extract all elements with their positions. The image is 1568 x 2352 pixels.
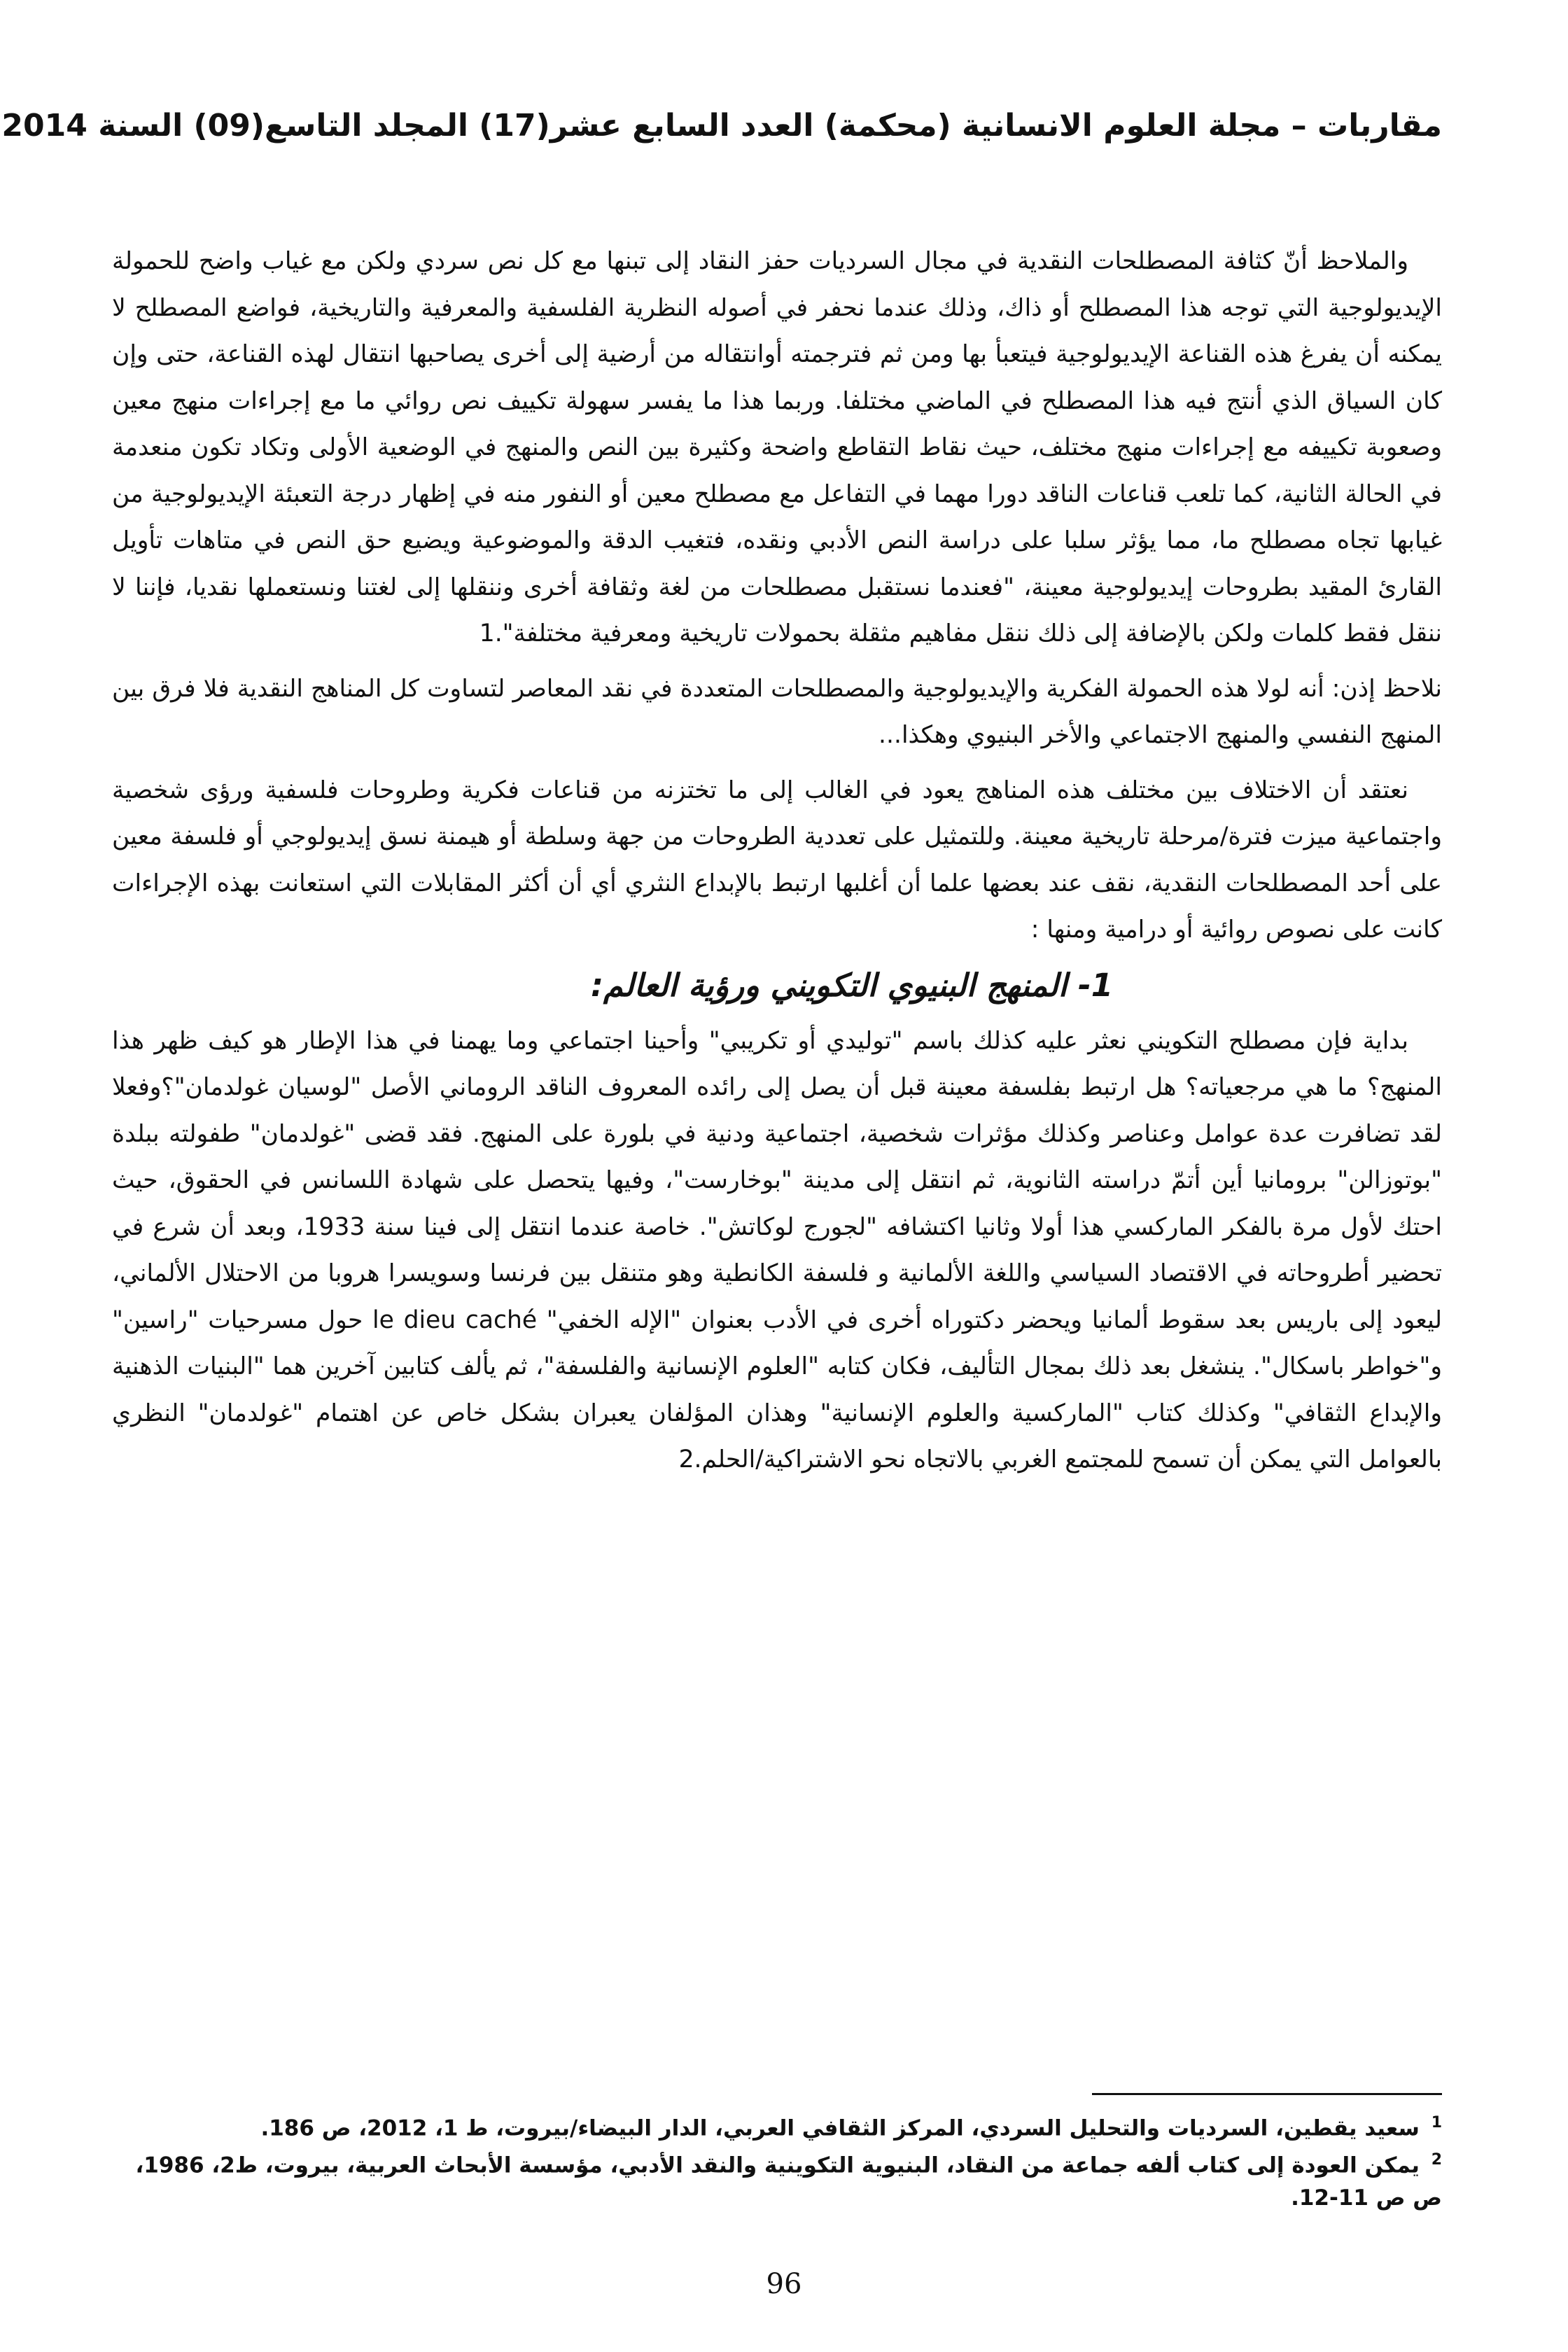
page-number: 96 (766, 2268, 802, 2300)
footnote-number: 1 (1431, 2114, 1442, 2132)
article-body (112, 238, 1442, 1492)
section-heading: 1- المنهج البنيوي التكويني ورؤية العالم: (591, 966, 1113, 1004)
footnotes (126, 2107, 1442, 2214)
paragraph: نلاحظ إذن: أنه لولا هذه الحمولة الفكرية والإيديولوجية والمصطلحات المتعددة في نقد المعاصر لتساوت كل المناهج النقدية فلا فرق بين المنهج النفسي والمنهج الاجتماعي والأخر البنيوي وهكذا... (112, 674, 1442, 749)
journal-header: مقاربات – مجلة العلوم الانسانية (محكمة) العدد السابع عشر(17) المجلد التاسع(09) السنة 2014 (1, 108, 1442, 144)
paragraph: بداية فإن مصطلح التكويني نعثر عليه كذلك باسم "توليدي أو تكريبي" وأحينا اجتماعي وما يهمنا في هذا الإطار هو كيف ظهر هذا المنهج؟ ما هي مرجعياته؟ هل ارتبط بفلسفة معينة قبل أن يصل إلى رائده المعروف الناقد الروماني الأصل "لوسيان غولدمان"؟وفعلا لقد تضافرت عدة عوامل وعناصر وكذلك مؤثرات شخصية، اجتماعية ودنية في بلورة على المنهج. فقد قضى "غولدمان" طفولته ببلدة "بوتوزالن" برومانيا أين أتمّ دراسته الثانوية، ثم انتقل إلى مدينة "بوخارست"، وفيها يتحصل على شهادة اللسانس في الحقوق، حيث احتك لأول مرة بالفكر الماركسي هذا أولا وثانيا اكتشافه "لجورج لوكاتش". خاصة عندما انتقل إلى فينا سنة 1933، وبعد أن شرع في تحضير أطروحاته في الاقتصاد السياسي واللغة الألمانية و فلسفة الكانطية وهو متنقل بين فرنسا وسويسرا هروبا من الاحتلال الألماني، ليعود إلى باريس بعد سقوط ألمانيا ويحضر دكتوراه أخرى في الأدب بعنوان "الإله الخفي" le dieu caché حول مسرحيات "راسين" و"خواطر باسكال". ينشغل بعد ذلك بمجال التأليف، فكان كتابه "العلوم الإنسانية والفلسفة"، ثم يألف كتابين آخرين هما "البنيات الذهنية والإبداع الثقافي" وكذلك كتاب "الماركسية والعلوم الإنسانية" وهذان المؤلفان يعبران بشكل خاص عن اهتمام "غولدمان" النظري بالعوامل التي يمكن أن تسمح للمجتمع الغربي بالاتجاه نحو الاشتراكية/الحلم.2 (112, 1026, 1442, 1474)
footnote-number: 2 (1431, 2151, 1442, 2169)
paragraph: والملاحظ أنّ كثافة المصطلحات النقدية في مجال السرديات حفز النقاد إلى تبنها مع كل نص سردي ولكن مع غياب واضح للحمولة الإيديولوجية التي توجه هذا المصطلح أو ذاك، وذلك عندما نحفر في أصوله النظرية الفلسفية والمعرفية والتاريخية، فواضع المصطلح لا يمكنه أن يفرغ هذه القناعة الإيديولوجية فيتعبأ بها ومن ثم فترجمته أوانتقاله من أرضية إلى أخرى يصاحبها انتقال لهذه القناعة، حتى وإن كان السياق الذي أنتج فيه هذا المصطلح في الماضي مختلفا. وربما هذا ما يفسر سهولة تكييف نص روائي ما مع إجراءات منهج معين وصعوبة تكييفه مع إجراءات منهج مختلف، حيث نقاط التقاطع واضحة وكثيرة بين النص والمنهج في الوضعية الأولى وتكاد تكون منعدمة في الحالة الثانية، كما تلعب قناعات الناقد دورا مهما في التفاعل مع مصطلح معين أو النفور منه في إظهار درجة التعبئة الإيديولوجية من غيابها تجاه مصطلح ما، مما يؤثر سلبا على دراسة النص الأدبي ونقده، فتغيب الدقة والموضوعية ويضيع حق النص في متاهات تأويل القارئ المقيد بطروحات إيديولوجية معينة، "فعندما نستقبل مصطلحات من لغة وثقافة أخرى وننقلها إلى لغتنا ونستعملها نقديا، فإننا لا ننقل فقط كلمات ولكن بالإضافة إلى ذلك ننقل مفاهيم مثقلة بحمولات تاريخية ومعرفية مختلفة".1 (112, 247, 1442, 648)
footnote (126, 2144, 1442, 2213)
footnote (126, 2107, 1442, 2144)
footnote-text: سعيد يقطين، السرديات والتحليل السردي، المركز الثقافي العربي، الدار البيضاء/بيروت، ط 1، 2012، ص 186. (260, 2115, 1420, 2141)
footnote-text: يمكن العودة إلى كتاب ألفه جماعة من النقاد، البنيوية التكوينية والنقد الأدبي، مؤسسة الأبحاث العربية، بيروت، ط2، 1986، ص ص 11-12. (135, 2152, 1442, 2211)
paragraph: نعتقد أن الاختلاف بين مختلف هذه المناهج يعود في الغالب إلى ما تختزنه من قناعات فكرية وطروحات فلسفية ورؤى شخصية واجتماعية ميزت فترة/مرحلة تاريخية معينة. وللتمثيل على تعددية الطروحات من جهة وسلطة أو هيمنة نسق إيديولوجي أو فلسفة معين على أحد المصطلحات النقدية، نقف عند بعضها علما أن أغلبها ارتبط بالإبداع النثري أي أن أكثر المقابلات التي استعانت بهذه الإجراءات كانت على نصوص روائية أو درامية ومنها : (112, 776, 1442, 944)
footnote-divider (1092, 2093, 1442, 2095)
